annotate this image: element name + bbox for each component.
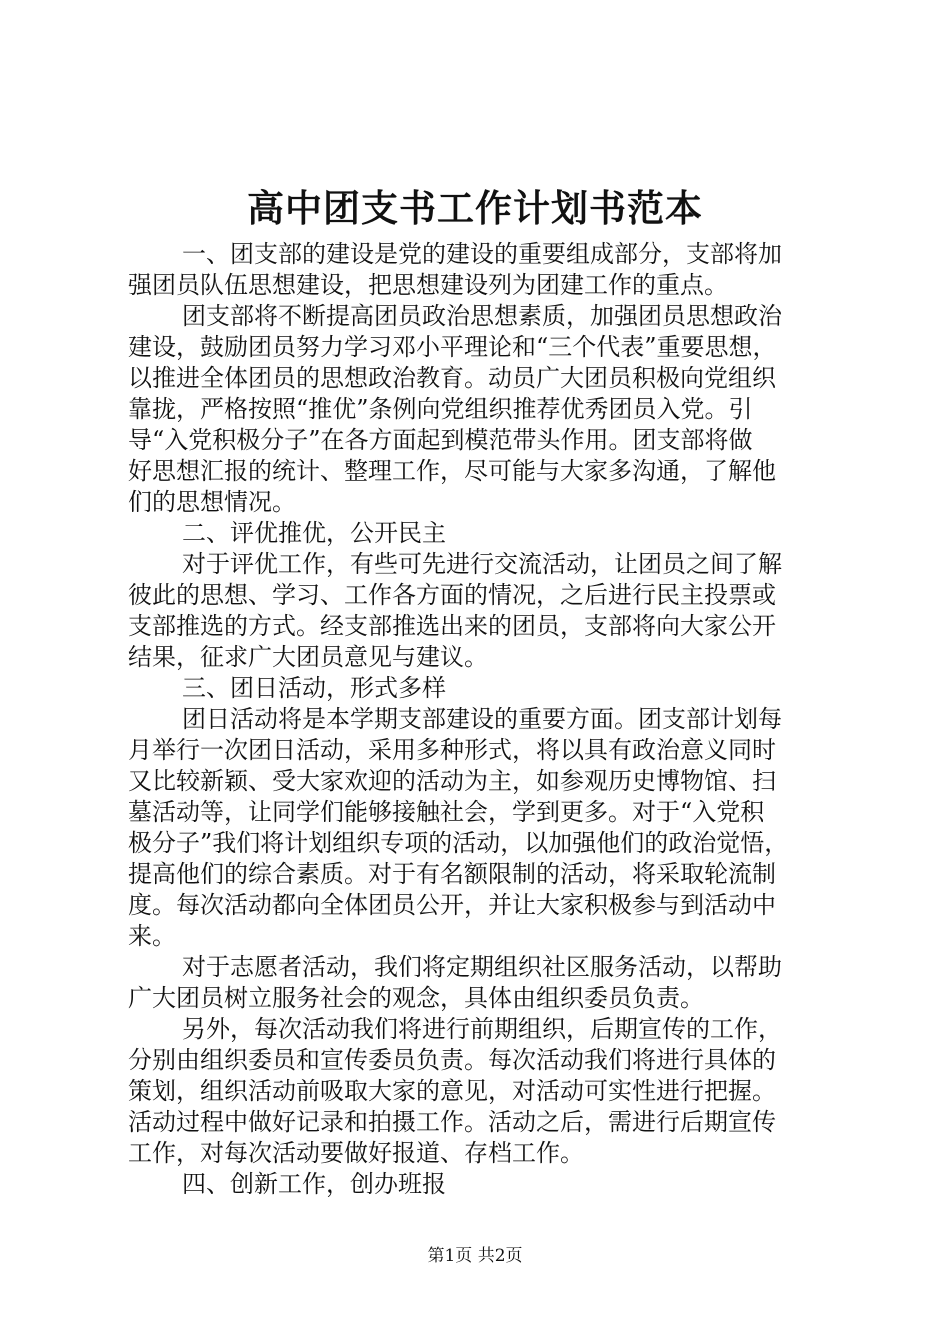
- body-line: 靠拢，严格按照“推优”条例向党组织推荐优秀团员入党。引: [128, 395, 753, 423]
- body-line: 活动过程中做好记录和拍摄工作。活动之后，需进行后期宣传: [128, 1108, 776, 1136]
- body-line: 们的思想情况。: [128, 488, 296, 516]
- body-line: 极分子”我们将计划组织专项的活动，以加强他们的政治觉悟，: [128, 829, 789, 857]
- body-line: 另外，每次活动我们将进行前期组织，后期宣传的工作，: [182, 1015, 782, 1043]
- body-line: 好思想汇报的统计、整理工作，尽可能与大家多沟通，了解他: [128, 457, 776, 485]
- body-line: 对于评优工作，有些可先进行交流活动，让团员之间了解: [182, 550, 782, 578]
- body-line: 又比较新颖、受大家欢迎的活动为主，如参观历史博物馆、扫: [128, 767, 776, 795]
- body-line: 月举行一次团日活动，采用多种形式，将以具有政治意义同时: [128, 736, 776, 764]
- page-footer: 第1页 共2页: [427, 1246, 523, 1266]
- body-line: 度。每次活动都向全体团员公开，并让大家积极参与到活动中: [128, 891, 776, 919]
- document-body: [128, 239, 828, 1200]
- body-line: 团日活动将是本学期支部建设的重要方面。团支部计划每: [182, 705, 782, 733]
- body-line: 支部推选的方式。经支部推选出来的团员，支部将向大家公开: [128, 612, 776, 640]
- body-line: 来。: [128, 922, 176, 950]
- body-line: 墓活动等，让同学们能够接触社会，学到更多。对于“入党积: [128, 798, 765, 826]
- body-line: 三、团日活动，形式多样: [182, 674, 446, 702]
- body-line: 对于志愿者活动，我们将定期组织社区服务活动，以帮助: [182, 953, 782, 981]
- body-line: 二、评优推优，公开民主: [182, 519, 446, 547]
- document-title: 高中团支书工作计划书范本: [247, 186, 703, 230]
- body-line: 工作，对每次活动要做好报道、存档工作。: [128, 1139, 584, 1167]
- body-line: 提高他们的综合素质。对于有名额限制的活动，将采取轮流制: [128, 860, 776, 888]
- body-line: 广大团员树立服务社会的观念，具体由组织委员负责。: [128, 984, 704, 1012]
- body-line: 强团员队伍思想建设，把思想建设列为团建工作的重点。: [128, 271, 728, 299]
- body-line: 策划，组织活动前吸取大家的意见，对活动可实性进行把握。: [128, 1077, 776, 1105]
- body-line: 一、团支部的建设是党的建设的重要组成部分，支部将加: [182, 240, 782, 268]
- body-line: 彼此的思想、学习、工作各方面的情况，之后进行民主投票或: [128, 581, 776, 609]
- body-line: 分别由组织委员和宣传委员负责。每次活动我们将进行具体的: [128, 1046, 776, 1074]
- body-line: 结果，征求广大团员意见与建议。: [128, 643, 488, 671]
- body-line: 建设，鼓励团员努力学习邓小平理论和“三个代表”重要思想，: [128, 333, 777, 361]
- body-line: 以推进全体团员的思想政治教育。动员广大团员积极向党组织: [128, 364, 776, 392]
- body-line: 团支部将不断提高团员政治思想素质，加强团员思想政治: [182, 302, 782, 330]
- body-line: 导“入党积极分子”在各方面起到模范带头作用。团支部将做: [128, 426, 753, 454]
- body-line: 四、创新工作，创办班报: [182, 1170, 446, 1198]
